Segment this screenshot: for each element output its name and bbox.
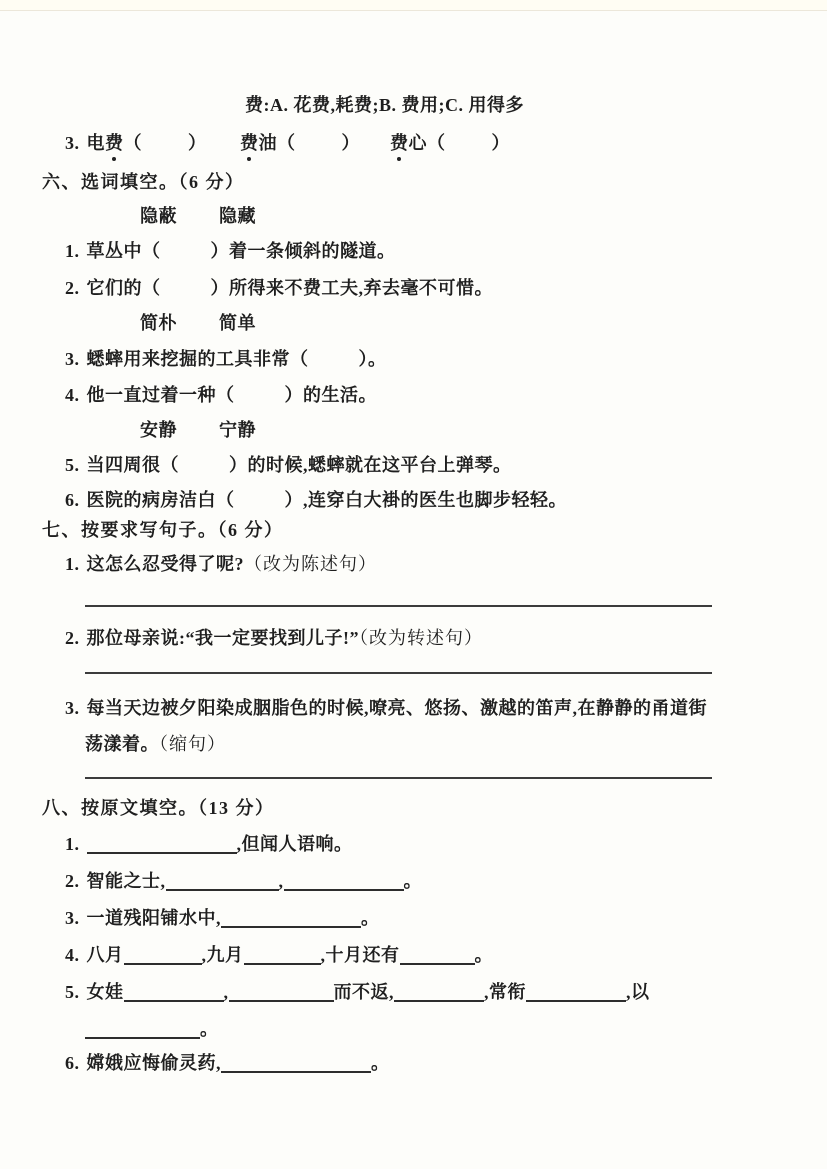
section-eight-item-6 — [65, 1051, 390, 1075]
item-text: 嫦娥应悔偷灵药, — [86, 1053, 221, 1073]
section-six-item-1 — [65, 239, 396, 263]
item-text: 每当天边被夕阳染成胭脂色的时候,嘹亮、悠扬、激越的笛声,在静静的甬道街 — [86, 698, 707, 718]
item-number: 3. — [65, 133, 80, 153]
answer-rule-line — [85, 672, 712, 674]
rewrite-hint: （缩句） — [159, 734, 226, 754]
item-text: ,常衔 — [484, 982, 526, 1002]
item-number: 1. — [65, 554, 80, 574]
item-text: 这怎么忍受得了呢? — [86, 554, 244, 574]
item-number: 2. — [65, 628, 80, 648]
page-top-scan-edge — [0, 0, 827, 11]
item-text: 女娃 — [86, 982, 124, 1002]
section-seven-item-2 — [65, 626, 483, 650]
close-paren: ） — [341, 133, 360, 153]
item-text: ,连穿白大褂的医生也脚步轻轻。 — [303, 490, 567, 510]
section-eight-item-5-continuation — [85, 1017, 219, 1041]
fill-blank — [124, 982, 224, 1002]
item-text: 当四周很 — [86, 455, 161, 475]
section-six-item-5 — [65, 453, 512, 477]
item-text: 医院的病房洁白 — [86, 490, 216, 510]
item-text: 。 — [403, 871, 422, 891]
heading-text: 七、按要求写句子。（6 分） — [42, 520, 284, 540]
word-bank-1 — [140, 204, 298, 228]
fill-blank — [526, 982, 626, 1002]
fill-blank — [166, 871, 279, 891]
item-number: 5. — [65, 982, 80, 1002]
word-bank-3 — [140, 418, 298, 442]
item-number: 6. — [65, 490, 80, 510]
rewrite-hint: （改为陈述句） — [244, 554, 377, 574]
fill-blank — [394, 982, 484, 1002]
open-paren: （ — [142, 278, 161, 298]
word-option: 简朴 — [140, 313, 177, 333]
word-option: 简单 — [219, 313, 256, 333]
item-number: 1. — [65, 241, 80, 261]
item-text: 的时候,蟋蟀就在这平台上弹琴。 — [247, 455, 512, 475]
word-option: 隐蔽 — [140, 206, 177, 226]
item-number: 2. — [65, 278, 80, 298]
fee-word-feixin — [390, 131, 510, 155]
answer-rule-line — [85, 605, 712, 607]
item-text: ,九月 — [201, 945, 244, 965]
item-number: 3. — [65, 698, 80, 718]
section-seven-item-3-line-2 — [85, 732, 226, 756]
item-number: 3. — [65, 908, 80, 928]
open-paren: （ — [216, 385, 235, 405]
item-text: 八月 — [86, 945, 124, 965]
section-eight-item-5 — [65, 980, 650, 1004]
word-bank-2 — [140, 311, 298, 335]
item-text: 一道残阳铺水中, — [86, 908, 221, 928]
section-seven-item-3-line-1 — [65, 696, 707, 720]
item-text: 那位母亲说:“我一定要找到儿子!” — [86, 628, 359, 648]
section-six-heading — [42, 170, 245, 194]
item-text: ,但闻人语响。 — [236, 834, 353, 854]
item-text: 。 — [361, 908, 380, 928]
item-text: 的生活。 — [303, 385, 377, 405]
item-text: 。 — [371, 1053, 390, 1073]
item-text: 。 — [474, 945, 493, 965]
word-option: 宁静 — [219, 420, 256, 440]
section-six-item-3 — [65, 347, 387, 371]
section-seven-heading — [42, 518, 284, 542]
fill-blank — [85, 1019, 200, 1039]
open-paren: （ — [142, 241, 161, 261]
fill-blank — [244, 945, 321, 965]
fee-word-feiyou — [240, 131, 360, 155]
fee-item-row — [65, 131, 625, 155]
fill-blank — [221, 1053, 371, 1073]
word-option: 安静 — [140, 420, 177, 440]
heading-text: 八、按原文填空。（13 分） — [42, 798, 275, 818]
close-paren: ） — [284, 490, 303, 510]
item-text: , — [278, 871, 284, 891]
item-number: 6. — [65, 1053, 80, 1073]
item-number: 5. — [65, 455, 80, 475]
close-paren: ） — [358, 349, 368, 369]
fill-blank — [229, 982, 334, 1002]
item-text: 。 — [200, 1019, 219, 1039]
item-text: 它们的 — [86, 278, 142, 298]
emphasized-char: 费 — [105, 133, 124, 153]
close-paren: ） — [210, 278, 229, 298]
item-number: 4. — [65, 945, 80, 965]
fill-blank — [284, 871, 404, 891]
item-number: 1. — [65, 834, 80, 854]
word-text: 心 — [408, 133, 427, 153]
fill-blank — [221, 908, 361, 928]
section-six-item-6 — [65, 488, 567, 512]
item-number: 2. — [65, 871, 80, 891]
item-text: ,十月还有 — [320, 945, 400, 965]
close-paren: ） — [210, 241, 229, 261]
item-number: 3. — [65, 349, 80, 369]
rewrite-hint: （改为转述句） — [359, 628, 483, 648]
item-text: 。 — [368, 349, 387, 369]
open-paren: （ — [277, 133, 296, 153]
item-text: 智能之士, — [86, 871, 166, 891]
fill-blank — [124, 945, 202, 965]
item-text: 蟋蟀用来挖掘的工具非常 — [86, 349, 290, 369]
close-paren: ） — [491, 133, 510, 153]
word-text: 油 — [258, 133, 277, 153]
item-text: 着一条倾斜的隧道。 — [229, 241, 396, 261]
heading-text: 六、选词填空。（6 分） — [42, 172, 245, 192]
open-paren: （ — [216, 490, 235, 510]
item-text: 所得来不费工夫,弃去毫不可惜。 — [229, 278, 493, 298]
close-paren: ） — [229, 455, 248, 475]
open-paren: （ — [427, 133, 446, 153]
section-eight-item-4 — [65, 943, 493, 967]
item-number: 4. — [65, 385, 80, 405]
item-text: 草丛中 — [86, 241, 142, 261]
open-paren: （ — [123, 133, 142, 153]
section-six-item-4 — [65, 383, 377, 407]
section-eight-heading — [42, 796, 275, 820]
item-text: ,以 — [626, 982, 650, 1002]
section-eight-item-1 — [65, 832, 353, 856]
fill-blank — [400, 945, 475, 965]
close-paren: ） — [284, 385, 303, 405]
close-paren: ） — [188, 133, 207, 153]
item-text: , — [223, 982, 229, 1002]
section-eight-item-2 — [65, 869, 422, 893]
section-seven-item-1 — [65, 552, 377, 576]
answer-rule-line — [85, 777, 712, 779]
item-text: 荡漾着。 — [85, 734, 159, 754]
emphasized-char: 费 — [240, 133, 259, 153]
fee-word-dianfei — [65, 131, 207, 155]
item-text: 而不返, — [333, 982, 394, 1002]
word-option: 隐藏 — [219, 206, 256, 226]
fee-definition-text: 费:A. 花费,耗费;B. 费用;C. 用得多 — [245, 95, 524, 115]
open-paren: （ — [160, 455, 179, 475]
section-eight-item-3 — [65, 906, 380, 930]
fee-definition-line — [245, 93, 524, 117]
fill-blank — [87, 834, 237, 854]
section-six-item-2 — [65, 276, 493, 300]
emphasized-char: 费 — [390, 133, 409, 153]
word-text: 电 — [86, 133, 105, 153]
item-text: 他一直过着一种 — [86, 385, 216, 405]
open-paren: （ — [290, 349, 309, 369]
